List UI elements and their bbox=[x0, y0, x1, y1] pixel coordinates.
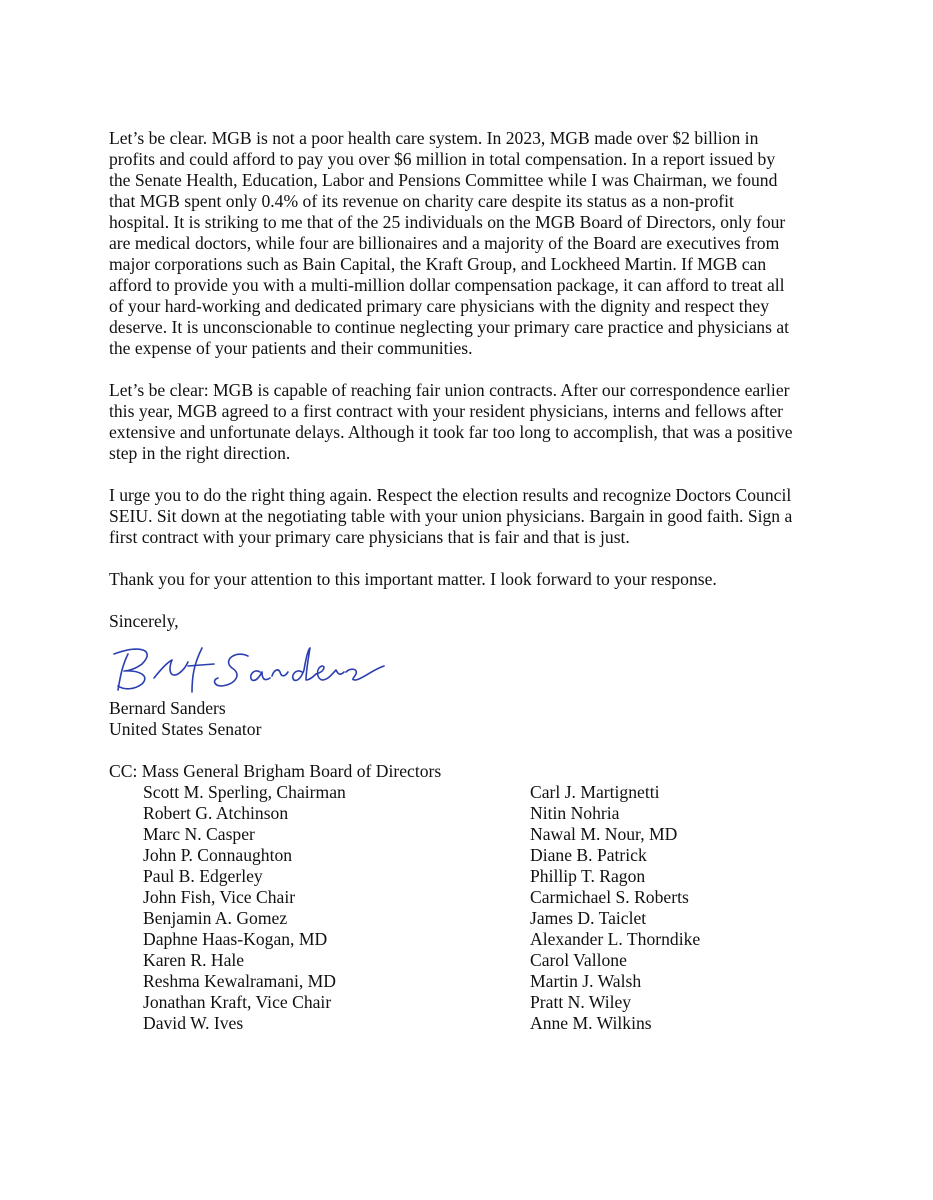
cc-list-left bbox=[143, 782, 346, 1034]
closing: Sincerely, bbox=[109, 611, 179, 631]
cc-recipient: Marc N. Casper bbox=[143, 824, 255, 844]
text-line: the Senate Health, Education, Labor and Pensions Committee while I was Chairman, we found bbox=[109, 170, 778, 190]
text-line: first contract with your primary care physicians that is fair and that is just. bbox=[109, 527, 630, 547]
cc-recipient: Nitin Nohria bbox=[530, 803, 620, 823]
cc-recipient: Nawal M. Nour, MD bbox=[530, 824, 678, 844]
cc-recipient: James D. Taiclet bbox=[530, 908, 647, 928]
text-line: I urge you to do the right thing again. Respect the election results and recognize Doctors Council bbox=[109, 485, 792, 505]
cc-recipient: John P. Connaughton bbox=[143, 845, 293, 865]
cc-recipient: Carol Vallone bbox=[530, 950, 627, 970]
paragraph-compensation bbox=[109, 128, 825, 359]
paragraph-urge bbox=[109, 485, 825, 548]
text-line: extensive and unfortunate delays. Although it took far too long to accomplish, that was a positive bbox=[109, 422, 793, 442]
cc-recipient: Phillip T. Ragon bbox=[530, 866, 646, 886]
cc-recipient: Jonathan Kraft, Vice Chair bbox=[143, 992, 332, 1012]
paragraph-thanks bbox=[109, 569, 825, 590]
paragraph-union-contracts bbox=[109, 380, 825, 464]
text-line: of your hard-working and dedicated primary care physicians with the dignity and respect they bbox=[109, 296, 770, 316]
cc-recipient: Reshma Kewalramani, MD bbox=[143, 971, 336, 991]
text-line: this year, MGB agreed to a first contract with your resident physicians, interns and fellows after bbox=[109, 401, 784, 421]
signature bbox=[110, 640, 390, 700]
signer-title: United States Senator bbox=[109, 719, 262, 739]
cc-recipient: Alexander L. Thorndike bbox=[530, 929, 701, 949]
text-line: Thank you for your attention to this important matter. I look forward to your response. bbox=[109, 569, 717, 589]
text-line: SEIU. Sit down at the negotiating table with your union physicians. Bargain in good faith. Sign a bbox=[109, 506, 793, 526]
cc-recipient: Karen R. Hale bbox=[143, 950, 245, 970]
text-line: afford to provide you with a multi-million dollar compensation package, it can afford to treat all bbox=[109, 275, 785, 295]
cc-recipient: Paul B. Edgerley bbox=[143, 866, 263, 886]
text-line: step in the right direction. bbox=[109, 443, 291, 463]
text-line: that MGB spent only 0.4% of its revenue on charity care despite its status as a non-profit bbox=[109, 191, 734, 211]
cc-recipient: Pratt N. Wiley bbox=[530, 992, 632, 1012]
text-line: the expense of your patients and their communities. bbox=[109, 338, 473, 358]
cc-recipient: Diane B. Patrick bbox=[530, 845, 647, 865]
text-line: hospital. It is striking to me that of the 25 individuals on the MGB Board of Directors, only four bbox=[109, 212, 786, 232]
cc-list-right bbox=[530, 782, 700, 1034]
text-line: deserve. It is unconscionable to continue neglecting your primary care practice and physicians at bbox=[109, 317, 790, 337]
text-line: are medical doctors, while four are billionaires and a majority of the Board are executives from bbox=[109, 233, 780, 253]
cc-recipient: Benjamin A. Gomez bbox=[143, 908, 288, 928]
cc-recipient: David W. Ives bbox=[143, 1013, 244, 1033]
cc-recipient: Carl J. Martignetti bbox=[530, 782, 660, 802]
text-line: major corporations such as Bain Capital, the Kraft Group, and Lockheed Martin. If MGB can bbox=[109, 254, 767, 274]
text-line: Let’s be clear. MGB is not a poor health care system. In 2023, MGB made over $2 billion in bbox=[109, 128, 759, 148]
cc-recipient: Anne M. Wilkins bbox=[530, 1013, 652, 1033]
cc-label: CC: Mass General Brigham Board of Directors bbox=[109, 761, 442, 781]
cc-recipient: Martin J. Walsh bbox=[530, 971, 642, 991]
signer-name: Bernard Sanders bbox=[109, 698, 226, 718]
text-line: profits and could afford to pay you over $6 million in total compensation. In a report issued by bbox=[109, 149, 776, 169]
cc-recipient: John Fish, Vice Chair bbox=[143, 887, 296, 907]
cc-recipient: Scott M. Sperling, Chairman bbox=[143, 782, 346, 802]
text-line: Let’s be clear: MGB is capable of reaching fair union contracts. After our correspondence earlier bbox=[109, 380, 790, 400]
cc-recipient: Robert G. Atchinson bbox=[143, 803, 289, 823]
cc-recipient: Carmichael S. Roberts bbox=[530, 887, 689, 907]
cc-recipient: Daphne Haas-Kogan, MD bbox=[143, 929, 328, 949]
